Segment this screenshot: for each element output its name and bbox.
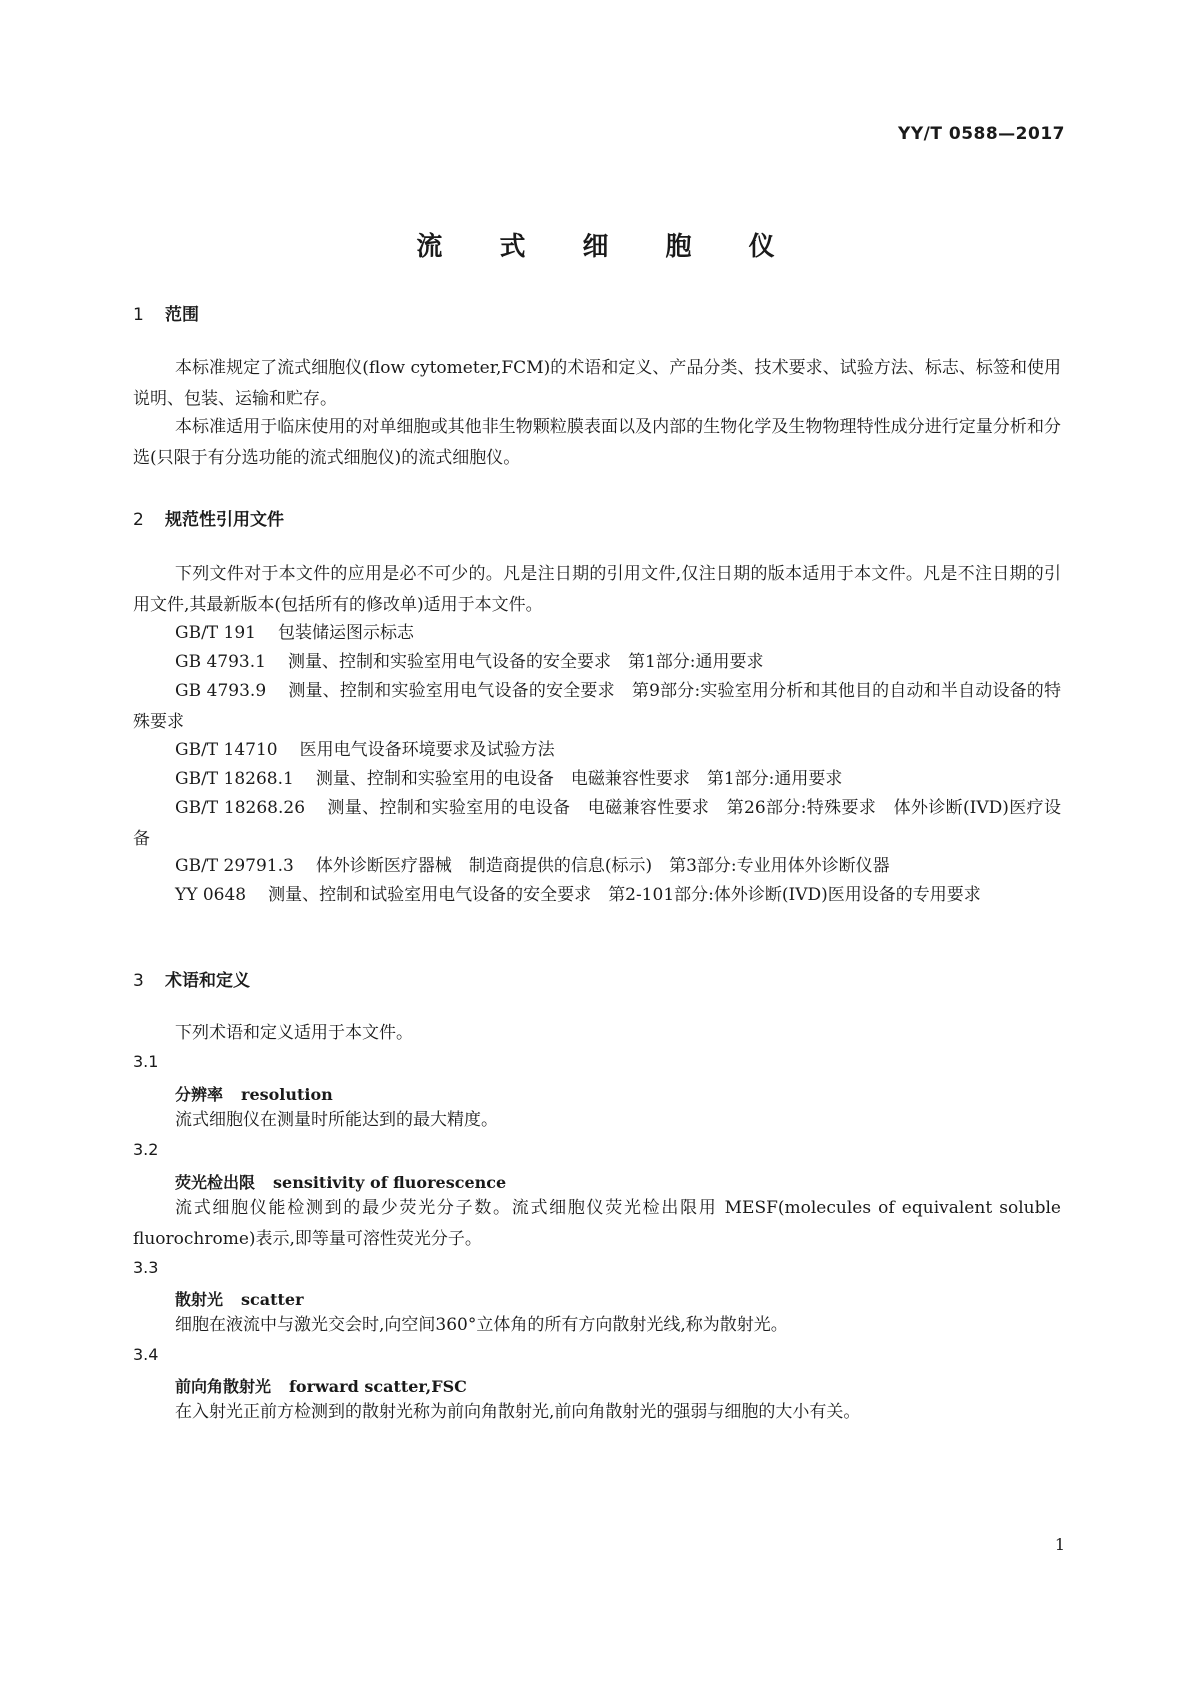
term-heading	[175, 1170, 506, 1193]
standard-code: YY/T 0588—2017	[898, 124, 1065, 144]
term-zh: 分辨率	[175, 1085, 224, 1104]
reference-code: YY 0648	[175, 885, 247, 905]
document-title: 流 式 细 胞 仪	[416, 232, 799, 262]
reference-title: 医用电气设备环境要求及试验方法	[299, 740, 555, 760]
term-heading	[175, 1374, 467, 1397]
section-number: 1	[133, 305, 144, 325]
term-definition: 在入射光正前方检测到的散射光称为前向角散射光,前向角散射光的强弱与细胞的大小有关。	[175, 1402, 861, 1422]
reference-title: 测量、控制和实验室用的电设备 电磁兼容性要求 第26部分:特殊要求 体外诊断(IVD)医疗设备	[133, 798, 1061, 849]
reference-item	[133, 647, 1061, 678]
reference-item	[133, 618, 1061, 649]
reference-code: GB/T 18268.1	[175, 769, 294, 789]
reference-item	[133, 764, 1061, 795]
section-1-paragraph-2: 本标准适用于临床使用的对单细胞或其他非生物颗粒膜表面以及内部的生物化学及生物物理特性成分进行定量分析和分选(只限于有分选功能的流式细胞仪)的流式细胞仪。	[133, 417, 1061, 468]
reference-title: 测量、控制和实验室用电气设备的安全要求 第1部分:通用要求	[287, 652, 764, 672]
reference-item	[133, 735, 1061, 766]
reference-title: 体外诊断医疗器械 制造商提供的信息(标示) 第3部分:专业用体外诊断仪器	[315, 856, 890, 876]
section-title: 范围	[165, 305, 199, 325]
term-heading	[175, 1287, 304, 1310]
reference-code: GB 4793.1	[175, 652, 266, 672]
term-en: scatter	[241, 1290, 304, 1309]
reference-code: GB/T 14710	[175, 740, 278, 760]
section-title: 规范性引用文件	[165, 510, 284, 530]
section-1-heading	[133, 300, 199, 325]
reference-code: GB/T 191	[175, 623, 256, 643]
term-zh: 散射光	[175, 1290, 224, 1309]
term-number: 3.4	[133, 1345, 159, 1364]
term-number: 3.2	[133, 1140, 159, 1159]
reference-item	[133, 793, 1061, 855]
term-en: sensitivity of fluorescence	[273, 1173, 507, 1192]
reference-item	[133, 851, 1061, 882]
reference-title: 包装储运图示标志	[278, 623, 414, 643]
section-3-heading	[133, 966, 250, 991]
reference-code: GB/T 29791.3	[175, 856, 294, 876]
term-definition: 流式细胞仪在测量时所能达到的最大精度。	[175, 1110, 498, 1130]
term-zh: 前向角散射光	[175, 1377, 272, 1396]
reference-title: 测量、控制和实验室用电气设备的安全要求 第9部分:实验室用分析和其他目的自动和半自动设备的特殊要求	[133, 681, 1061, 732]
term-definition: 流式细胞仪能检测到的最少荧光分子数。流式细胞仪荧光检出限用 MESF(molecules of equivalent soluble fluorochrome)表示,即等量可溶性荧光分子。	[133, 1198, 1061, 1249]
reference-code: GB/T 18268.26	[175, 798, 306, 818]
term-zh: 荧光检出限	[175, 1173, 256, 1192]
term-en: resolution	[241, 1085, 333, 1104]
reference-item	[133, 880, 1061, 911]
reference-title: 测量、控制和试验室用电气设备的安全要求 第2-101部分:体外诊断(IVD)医用设备的专用要求	[268, 885, 981, 905]
reference-title: 测量、控制和实验室用的电设备 电磁兼容性要求 第1部分:通用要求	[315, 769, 843, 789]
section-title: 术语和定义	[165, 971, 250, 991]
section-2-heading	[133, 505, 284, 530]
section-number: 2	[133, 510, 144, 530]
section-1-paragraph-1: 本标准规定了流式细胞仪(flow cytometer,FCM)的术语和定义、产品分类、技术要求、试验方法、标志、标签和使用说明、包装、运输和贮存。	[133, 358, 1061, 409]
reference-item	[133, 676, 1061, 738]
term-definition: 细胞在液流中与激光交会时,向空间360°立体角的所有方向散射光线,称为散射光。	[175, 1315, 788, 1335]
section-3-intro: 下列术语和定义适用于本文件。	[175, 1023, 413, 1043]
term-number: 3.1	[133, 1052, 159, 1071]
section-2-intro: 下列文件对于本文件的应用是必不可少的。凡是注日期的引用文件,仅注日期的版本适用于本文件。凡是不注日期的引用文件,其最新版本(包括所有的修改单)适用于本文件。	[133, 564, 1061, 615]
section-number: 3	[133, 971, 144, 991]
term-number: 3.3	[133, 1258, 159, 1277]
page-number: 1	[1054, 1535, 1065, 1554]
reference-code: GB 4793.9	[175, 681, 267, 701]
term-heading	[175, 1082, 333, 1105]
term-en: forward scatter,FSC	[289, 1377, 467, 1396]
